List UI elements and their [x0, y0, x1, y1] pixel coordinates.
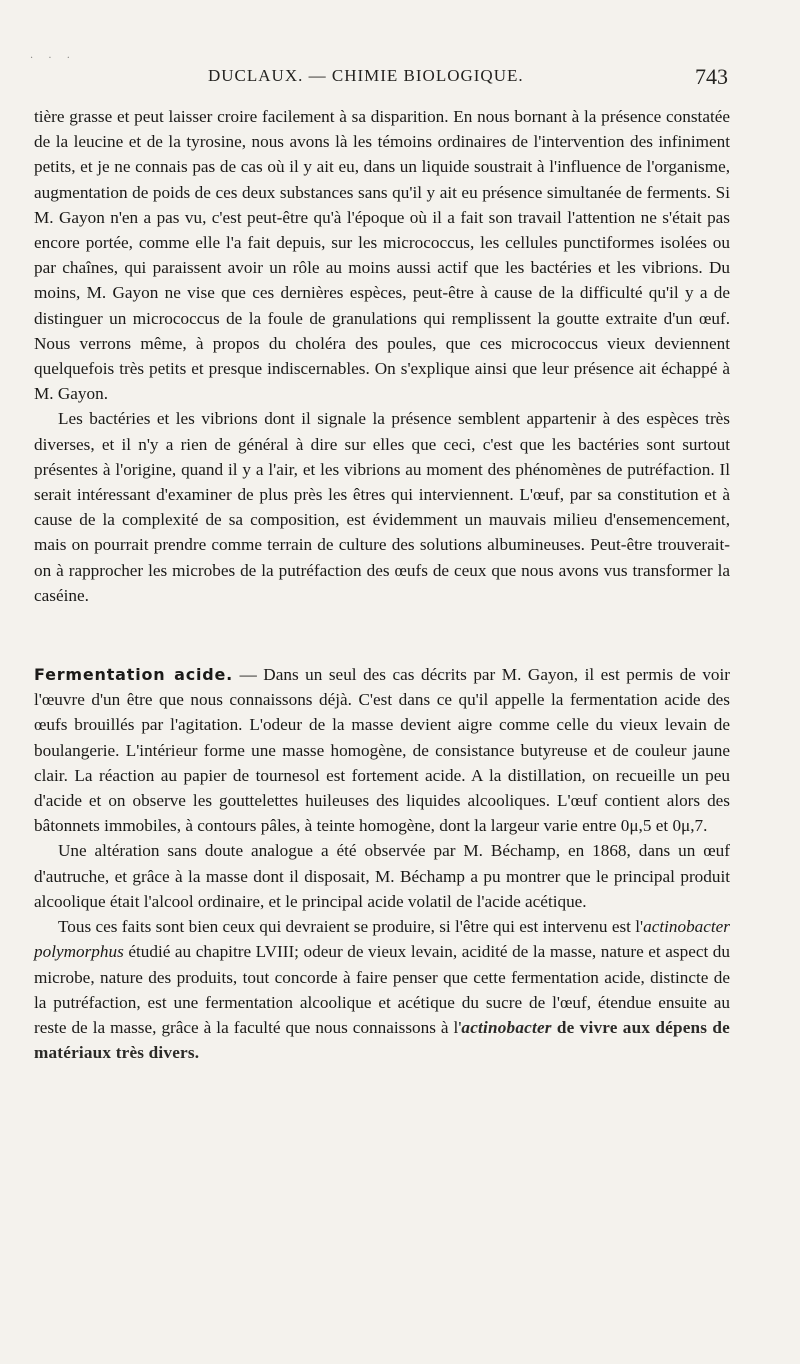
page-body — [34, 104, 730, 1065]
paragraph-5-start: Tous ces faits sont bien ceux qui devraient se produire, si l'être qui est intervenu est l' — [58, 917, 644, 937]
page-header — [208, 64, 728, 92]
page-corner-mark: · · · — [30, 53, 76, 64]
paragraph-5-italic-term-2: actinobacter — [461, 1017, 552, 1037]
running-head: DUCLAUX. — CHIMIE BIOLOGIQUE. — [208, 66, 524, 85]
paragraph-5-end: de vivre aux dépens de matériaux très divers. — [34, 1017, 730, 1063]
paragraph-3 — [34, 662, 730, 838]
paragraph-5 — [34, 914, 730, 1065]
page-number: 743 — [695, 64, 728, 89]
paragraph-1: tière grasse et peut laisser croire facilement à sa disparition. En nous bornant à la présence constatée de la leucine et de la tyrosine, nous avons là les témoins ordinaires de l'intervention des infiniment petits, et je ne connais pas de cas où il y ait eu, dans un liquide soustrait à l'influence de l'organisme, augmentation de poids de ces deux substances sans qu'il y ait eu présence simultanée de ferments. Si M. Gayon n'en a pas vu, c'est peut-être qu'à l'époque où il a fait son travail l'attention ne s'était pas encore portée, comme elle l'a fait depuis, sur les micrococcus, les cellules punctiformes isolées ou par chaînes, qui paraissent avoir un rôle au moins aussi actif que les bactéries et les vibrions. Du moins, M. Gayon ne vise que ces dernières espèces, peut-être à cause de la difficulté qu'il y a de distinguer un micrococcus de la foule de granulations qui remplissent la goutte extraite d'un œuf. Nous verrons même, à propos du choléra des poules, que ces micrococcus vieux deviennent quelquefois très petits et presque indiscernables. On s'explique ainsi que leur présence ait échappé à M. Gayon. — [34, 107, 730, 404]
section-spacer — [34, 608, 730, 662]
paragraph-5-italic-term: actinobacter polymorphus — [34, 917, 730, 962]
paragraph-2: Les bactéries et les vibrions dont il signale la présence semblent appartenir à des espèces très diverses, et il n'y a rien de général à dire sur elles que ceci, c'est que les bactéries sont surtout présentes à l'origine, quand il y a l'air, et les vibrions au moment des phénomènes de putréfaction. Il serait intéressant d'examiner de plus près les êtres qui interviennent. L'œuf, par sa constitution et à cause de la complexité de sa composition, est évidemment un mauvais milieu d'ensemencement, mais on pourrait prendre comme terrain de culture des solutions albumineuses. Peut-être trouverait-on à rapprocher les microbes de la putréfaction des œufs de ceux que nous avons vus transformer la caséine. — [34, 409, 730, 605]
paragraph-3-text: — Dans un seul des cas décrits par M. Gayon, il est permis de voir l'œuvre d'un être que nous connaissons déjà. C'est dans ce qu'il appelle la fermentation acide des œufs brouillés par l'agitation. L'odeur de la masse devient aigre comme celle du vieux levain de boulangerie. L'intérieur forme une masse homogène, de consistance butyreuse et de couleur jaune clair. La réaction au papier de tournesol est fortement acide. A la distillation, on recueille un peu d'acide et on observe les gouttelettes huileuses des liquides alcooliques. L'œuf contient alors des bâtonnets immobiles, à contours pâles, à teinte homogène, dont la largeur varie entre 0μ,5 et 0μ,7. — [34, 665, 731, 836]
paragraph-4: Une altération sans doute analogue a été observée par M. Béchamp, en 1868, dans un œuf d'autruche, et grâce à la masse dont il disposait, M. Béchamp a pu montrer que le principal produit alcoolique était l'alcool ordinaire, et le principal acide volatil de l'acide acétique. — [34, 841, 730, 911]
paragraph-5-middle: étudié au chapitre LVIII; odeur de vieux levain, acidité de la masse, nature et aspect du microbe, nature des produits, tout concorde à faire penser que cette fermentation acide, distincte de la putréfaction, est une fermentation alcoolique et acétique du sucre de l'œuf, étendue ensuite au reste de la masse, grâce à la faculté que nous connaissons à l' — [34, 942, 730, 1037]
section-title-fermentation-acide: Fermentation acide. — [34, 665, 234, 685]
